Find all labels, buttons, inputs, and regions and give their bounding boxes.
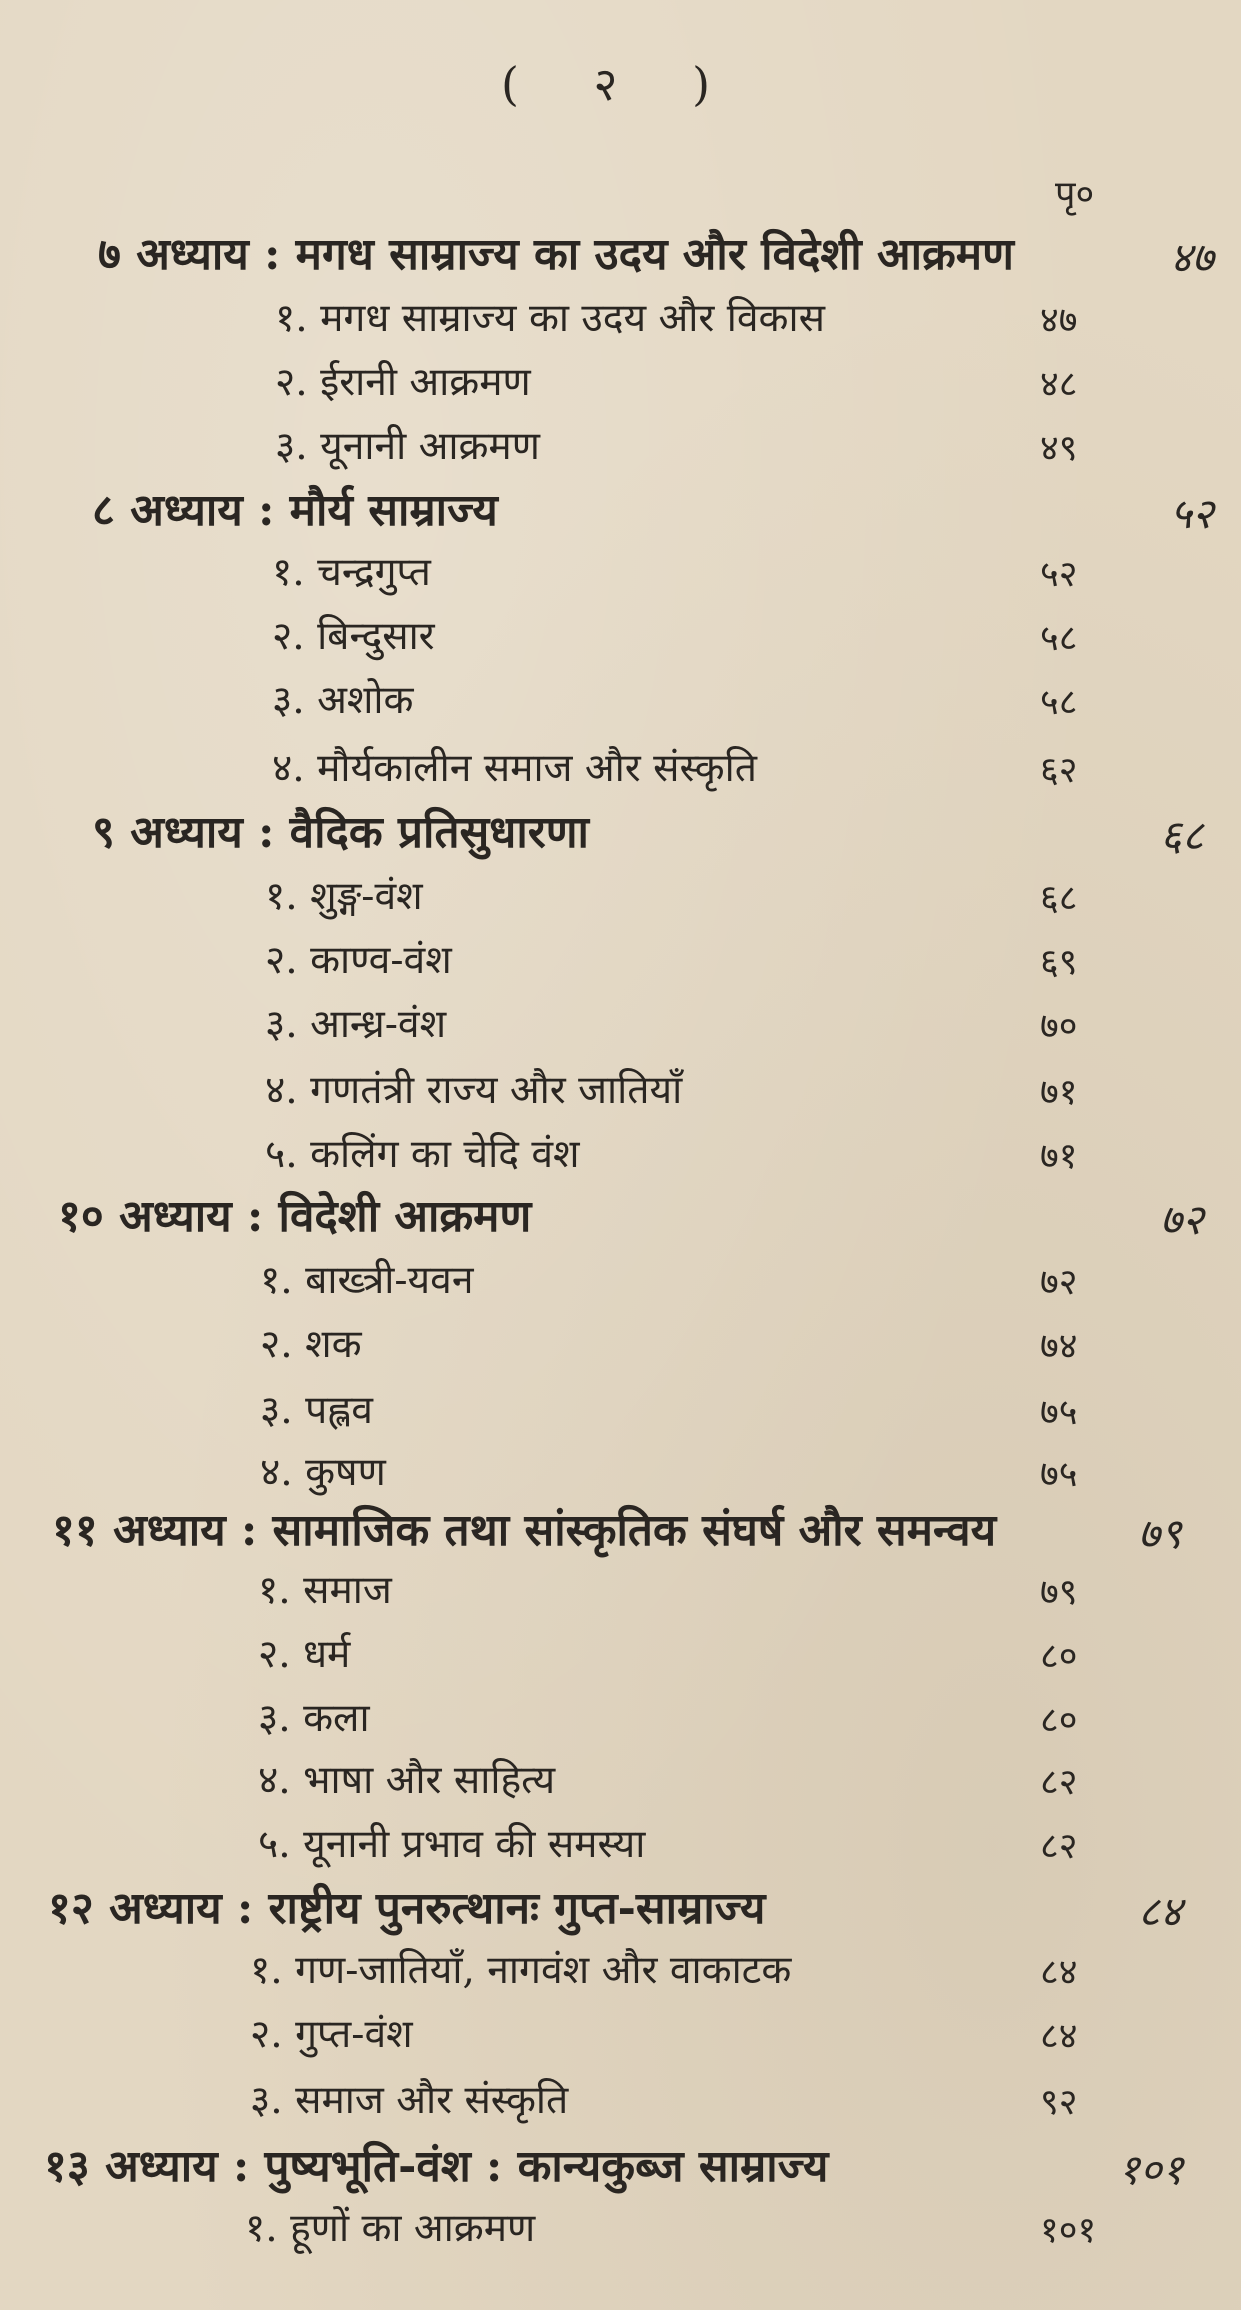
section-page: ७१ bbox=[1040, 1072, 1078, 1113]
section-title: ४. कुषण bbox=[260, 1450, 386, 1495]
chapter-page: ५२ bbox=[1170, 489, 1214, 538]
toc-section bbox=[0, 1252, 1241, 1316]
section-page: ६९ bbox=[1040, 942, 1078, 983]
toc-section bbox=[0, 868, 1241, 932]
toc-section bbox=[0, 1562, 1241, 1626]
section-page: ५२ bbox=[1040, 554, 1078, 595]
section-page: ७९ bbox=[1040, 1572, 1078, 1613]
section-title: १. समाज bbox=[258, 1568, 392, 1613]
section-title: १. गण-जातियाँ, नागवंश और वाकाटक bbox=[250, 1948, 792, 1993]
chapter-page: १०१ bbox=[1118, 2145, 1184, 2194]
chapter-page: ७९ bbox=[1138, 1509, 1182, 1558]
toc-chapter bbox=[0, 222, 1241, 286]
section-page: ४८ bbox=[1040, 364, 1078, 405]
toc-section bbox=[0, 1816, 1241, 1880]
chapter-title: १० अध्याय : विदेशी आक्रमण bbox=[58, 1191, 532, 1242]
section-title: ४. मौर्यकालीन समाज और संस्कृति bbox=[272, 746, 757, 791]
section-page: १०१ bbox=[1040, 2210, 1097, 2251]
chapter-title: ९ अध्याय : वैदिक प्रतिसुधारणा bbox=[92, 807, 589, 858]
section-title: २. काण्व-वंश bbox=[265, 938, 452, 983]
toc-section bbox=[0, 418, 1241, 482]
toc-section bbox=[0, 672, 1241, 736]
toc-chapter bbox=[0, 1876, 1241, 1940]
section-title: १. चन्द्रगुप्त bbox=[272, 550, 431, 595]
section-title: ३. पह्लव bbox=[260, 1388, 373, 1433]
section-page: ६८ bbox=[1040, 878, 1078, 919]
toc-chapter bbox=[0, 478, 1241, 542]
toc-chapter bbox=[0, 1498, 1241, 1562]
section-title: २. धर्म bbox=[258, 1632, 351, 1677]
chapter-page: ४७ bbox=[1170, 233, 1214, 282]
toc-section bbox=[0, 996, 1241, 1060]
page-folio: ( २ ) bbox=[500, 57, 741, 111]
section-page: ७० bbox=[1040, 1006, 1078, 1047]
chapter-title: ७ अध्याय : मगध साम्राज्य का उदय और विदेशी आक्रमण bbox=[98, 229, 1014, 280]
toc-section bbox=[0, 740, 1241, 804]
section-title: ३. अशोक bbox=[272, 678, 414, 723]
section-title: २. ईरानी आक्रमण bbox=[275, 360, 531, 405]
toc-section bbox=[0, 290, 1241, 354]
section-title: ४. गणतंत्री राज्य और जातियाँ bbox=[265, 1068, 683, 1113]
section-title: ४. भाषा और साहित्य bbox=[258, 1758, 556, 1803]
section-title: ५. यूनानी प्रभाव की समस्या bbox=[258, 1822, 646, 1867]
page-column-heading: पृ० bbox=[1055, 174, 1095, 215]
toc-section bbox=[0, 2200, 1241, 2264]
section-page: ८४ bbox=[1040, 1952, 1078, 1993]
section-page: ४९ bbox=[1040, 428, 1078, 469]
chapter-title: ११ अध्याय : सामाजिक तथा सांस्कृतिक संघर्ष और समन्वय bbox=[52, 1505, 997, 1556]
toc-section bbox=[0, 1752, 1241, 1816]
section-page: ७४ bbox=[1040, 1326, 1078, 1367]
section-title: ३. कला bbox=[258, 1696, 370, 1741]
section-page: ८४ bbox=[1040, 2016, 1078, 2057]
section-title: १. मगध साम्राज्य का उदय और विकास bbox=[275, 296, 825, 341]
section-page: ५८ bbox=[1040, 618, 1078, 659]
toc-chapter bbox=[0, 2134, 1241, 2198]
section-page: ८० bbox=[1040, 1636, 1078, 1677]
section-page: ७५ bbox=[1040, 1454, 1078, 1495]
section-title: २. गुप्त-वंश bbox=[250, 2012, 413, 2057]
section-page: ४७ bbox=[1040, 300, 1078, 341]
section-page: ८० bbox=[1040, 1700, 1078, 1741]
toc-section bbox=[0, 2072, 1241, 2136]
section-page: ५८ bbox=[1040, 682, 1078, 723]
section-page: ८२ bbox=[1040, 1826, 1078, 1867]
toc-section bbox=[0, 2006, 1241, 2070]
toc-section bbox=[0, 544, 1241, 608]
toc-section bbox=[0, 1690, 1241, 1754]
chapter-page: ७२ bbox=[1160, 1195, 1204, 1244]
toc-section bbox=[0, 1626, 1241, 1690]
section-page: ९२ bbox=[1040, 2082, 1078, 2123]
section-title: ३. यूनानी आक्रमण bbox=[275, 424, 540, 469]
toc-section bbox=[0, 1942, 1241, 2006]
toc-section bbox=[0, 1062, 1241, 1126]
section-title: २. बिन्दुसार bbox=[272, 614, 435, 659]
chapter-title: १३ अध्याय : पुष्यभूति-वंश : कान्यकुब्ज साम्राज्य bbox=[44, 2141, 829, 2192]
toc-section bbox=[0, 1382, 1241, 1446]
toc-section bbox=[0, 1126, 1241, 1190]
toc-section bbox=[0, 932, 1241, 996]
section-page: ६२ bbox=[1040, 750, 1078, 791]
section-title: ५. कलिंग का चेदि वंश bbox=[265, 1132, 580, 1177]
section-title: २. शक bbox=[260, 1322, 362, 1367]
section-title: ३. समाज और संस्कृति bbox=[250, 2078, 569, 2123]
section-title: १. शुङ्ग-वंश bbox=[265, 874, 423, 919]
section-page: ८२ bbox=[1040, 1762, 1078, 1803]
chapter-title: ८ अध्याय : मौर्य साम्राज्य bbox=[92, 485, 498, 536]
section-title: ३. आन्ध्र-वंश bbox=[265, 1002, 447, 1047]
toc-chapter bbox=[0, 800, 1241, 864]
chapter-title: १२ अध्याय : राष्ट्रीय पुनरुत्थानः गुप्त-साम्राज्य bbox=[48, 1883, 766, 1934]
section-page: ७२ bbox=[1040, 1262, 1078, 1303]
chapter-page: ८४ bbox=[1138, 1887, 1182, 1936]
section-title: १. बाख्त्री-यवन bbox=[260, 1258, 474, 1303]
chapter-page: ६८ bbox=[1160, 811, 1204, 860]
toc-section bbox=[0, 608, 1241, 672]
toc-section bbox=[0, 354, 1241, 418]
toc-chapter bbox=[0, 1184, 1241, 1248]
toc-section bbox=[0, 1316, 1241, 1380]
section-page: ७५ bbox=[1040, 1392, 1078, 1433]
section-page: ७१ bbox=[1040, 1136, 1078, 1177]
section-title: १. हूणों का आक्रमण bbox=[245, 2206, 536, 2251]
